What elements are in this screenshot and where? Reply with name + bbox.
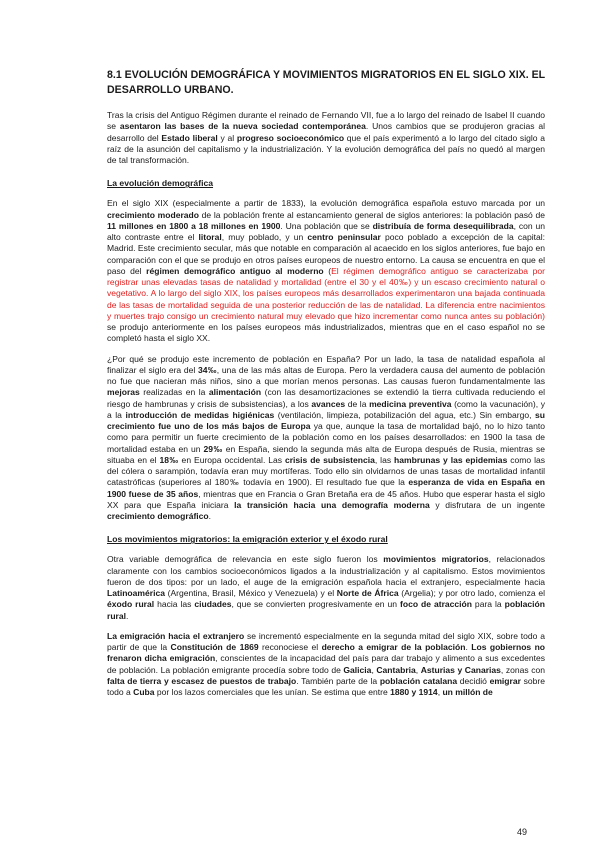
demografia-paragraph-2: ¿Por qué se produjo este incremento de población en España? Por un lado, la tasa de natalidad española al finalizar el siglo era del 34‰, una de las más altas de Europa. Pero la verdadera causa del aumento de población no fue que nacieran más niños, sino a que morían menos personas. Las causas fueron fundamentalmente las mejoras realizadas en la alimentación (con las desamortizaciones se extendió la tierra cultivada reduciendo el riesgo de hambrunas y crisis de subsistencias), a los avances de la medicina preventiva (como la vacunación), y a la introducción de medidas higiénicas (ventilación, limpieza, potabilización del agua, etc.) Sin embargo, su crecimiento fue uno de los más bajos de Europa ya que, aunque la tasa de mortalidad bajó, no lo hizo tanto como para permitir un fuerte crecimiento de la población como en los países desarrollados: en 1900 la tasa de mortalidad estaba en un 29‰ en España, siendo la segunda más alta de Europa después de Rusia, mientras se situaba en el 18‰ en Europa occidental. Las crisis de subsistencia, las hambrunas y las epidemias como las del cólera o sarampión, todavía eran muy mortíferas. Todo ello sin olvidarnos de unas tasas de mortalidad infantil catastróficas (superiores al 180‰ todavía en 1900). El resultado fue que la esperanza de vida en España en 1900 fuese de 35 años, mientras que en Francia o Gran Bretaña era de 45 años. Hubo que esperar hasta el siglo XX para que España iniciara la transición hacia una demografía moderna y disfrutara de un ingente crecimiento demográfico. <box>107 353 546 521</box>
regimen-demografico-note: El régimen demográfico antiguo se caracterizaba por registrar unas elevadas tasas de natalidad y mortalidad (entre el 30 y el 40‰) y un escaso crecimiento natural o vegetativo. A lo largo del siglo XIX, los países europeos más desarrollados experimentaron una bajada continuada de las tasas de mortalidad seguida de una posterior reducción de las de natalidad. La diferencia entre nacimientos y muertes trajo consigo un crecimiento natural muy elevado que hizo incrementar como nunca antes su población) <box>107 265 545 321</box>
migraciones-paragraph-1: Otra variable demográfica de relevancia en este siglo fueron los movimientos migratorios, relacionados claramente con los cambios socioeconómicos ligados a la industrialización y al capitalismo. Estos movimientos fueron de dos tipos: por un lado, el auge de la emigración española hacia el extranjero, especialmente hacia Latinoamérica (Argentina, Brasil, México y Venezuela) y el Norte de África (Argelia); y por otro lado, comienza el éxodo rural hacia las ciudades, que se convierten progresivamente en un foco de atracción para la población rural. <box>107 554 546 621</box>
intro-paragraph: Tras la crisis del Antiguo Régimen durante el reinado de Fernando VII, fue a lo largo del reinado de Isabel II cuando se asentaron las bases de la nueva sociedad contemporánea. Unos cambios que se produjeron gracias al desarrollo del Estado liberal y al progreso socioeconómico que el país experimentó a lo largo del citado siglo a raíz de la asunción del capitalismo y la industrialización. Y la evolución demográfica del país no quedó al margen de tal transformación. <box>107 110 545 165</box>
page-title: 8.1 EVOLUCIÓN DEMOGRÁFICA Y MOVIMIENTOS MIGRATORIOS EN EL SIGLO XIX. EL DESARROLLO URBANO. <box>107 69 545 96</box>
section-heading-migraciones: Los movimientos migratorios: la emigración exterior y el éxodo rural <box>107 534 388 545</box>
section-heading-demografia: La evolución demográfica <box>107 178 214 189</box>
demografia-paragraph-1: En el siglo XIX (especialmente a partir de 1833), la evolución demográfica española estuvo marcada por un crecimiento moderado de la población frente al estancamiento general de siglos anteriores: la población pasó de 11 millones en 1800 a 18 millones en 1900. Una población que se distribuía de forma desequilibrada, con un alto contraste entre el litoral, muy poblado, y un centro peninsular poco poblado a excepción de la capital: Madrid. Este crecimiento secular, más que notable en comparación al acaecido en los siglos anteriores, fue bajo en comparación con el que se produjo en otros países europeos de nuestro entorno. La causa se encuentra en que el paso del régimen demográfico antiguo al moderno (El régimen demográfico antiguo se caracterizaba por registrar unas elevadas tasas de natalidad y mortalidad (entre el 30 y el 40‰) y un escaso crecimiento natural o vegetativo. A lo largo del siglo XIX, los países europeos más desarrollados experimentaron una bajada continuada de las tasas de mortalidad seguida de una posterior reducción de las de natalidad. La diferencia entre nacimientos y muertes trajo consigo un crecimiento natural muy elevado que hizo incrementar como nunca antes su población) se produjo anteriormente en los países europeos más industrializados, mientras que en el caso español no se completó hasta el siglo XX. <box>107 198 545 344</box>
page-number: 49 <box>517 827 528 837</box>
page-content <box>107 68 545 698</box>
migraciones-paragraph-2: La emigración hacia el extranjero se incrementó especialmente en la segunda mitad del siglo XIX, sobre todo a partir de que la Constitución de 1869 reconociese el derecho a emigrar de la población. Los gobiernos no frenaron dicha emigración, conscientes de la incapacidad del país para dar trabajo y alimento a sus excedentes de población. La población emigrante procedía sobre todo de Galicia, Cantabria, Asturias y Canarias, zonas con falta de tierra y escasez de puestos de trabajo. También parte de la población catalana decidió emigrar sobre todo a Cuba por los lazos comerciales que les unían. Se estima que entre 1880 y 1914, un millón de <box>107 630 546 697</box>
